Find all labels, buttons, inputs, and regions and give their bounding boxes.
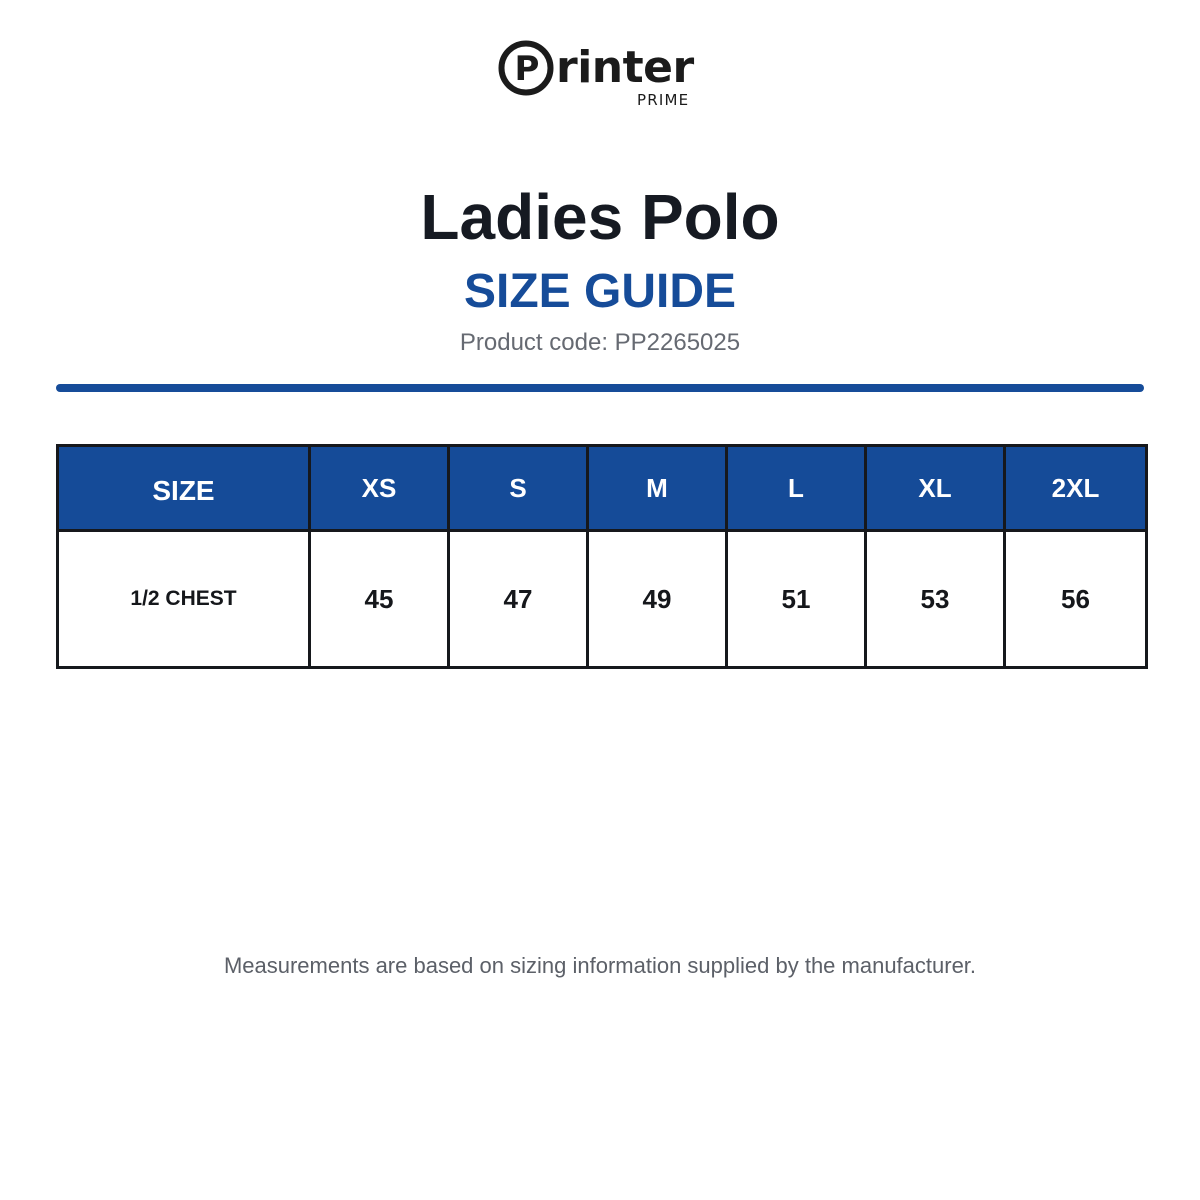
- chest-value-l: 51: [727, 531, 866, 668]
- size-header-m: M: [588, 446, 727, 531]
- logo-wordmark: rinter: [556, 42, 694, 93]
- table-row: [58, 531, 1147, 668]
- chest-value-xs: 45: [310, 531, 449, 668]
- size-table: [56, 444, 1148, 669]
- size-header-s: S: [449, 446, 588, 531]
- product-code: Product code: PP2265025: [459, 329, 741, 356]
- divider: [56, 384, 1144, 392]
- chest-value-s: 47: [449, 531, 588, 668]
- chest-value-m: 49: [588, 531, 727, 668]
- chest-value-xl: 53: [866, 531, 1005, 668]
- measurement-label: 1/2 CHEST: [58, 531, 310, 668]
- brand-logo: [498, 38, 708, 114]
- size-header-label: SIZE: [58, 446, 310, 531]
- footer-note: Measurements are based on sizing information supplied by the manufacturer.: [223, 953, 977, 978]
- logo-tagline: PRIME: [637, 91, 690, 109]
- size-header-xs: XS: [310, 446, 449, 531]
- size-header-l: L: [727, 446, 866, 531]
- chest-value-2xl: 56: [1005, 531, 1147, 668]
- size-header-xl: XL: [866, 446, 1005, 531]
- size-header-row: [58, 446, 1147, 531]
- product-title: Ladies Polo: [420, 181, 780, 253]
- size-header-2xl: 2XL: [1005, 446, 1147, 531]
- size-guide-heading: SIZE GUIDE: [463, 265, 737, 318]
- circle-p-logo-icon: [498, 40, 554, 96]
- logo-letter: P: [514, 49, 540, 89]
